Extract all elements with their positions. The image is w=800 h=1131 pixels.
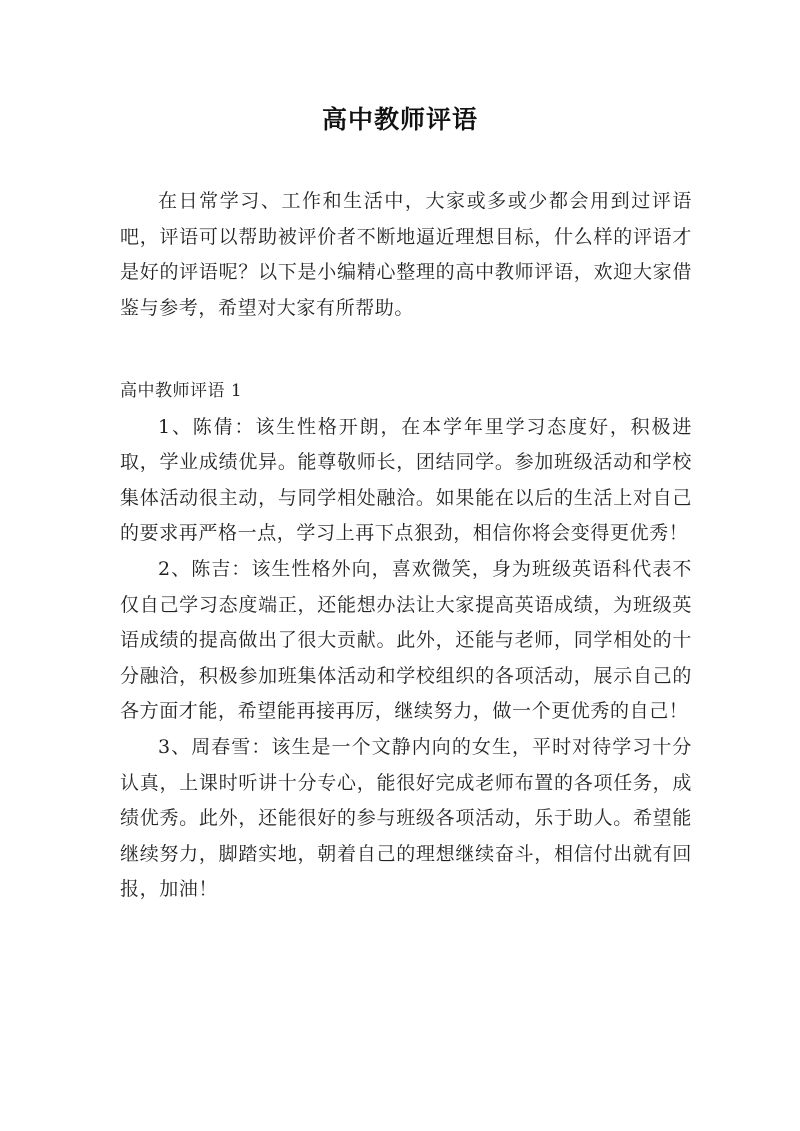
intro-section — [120, 184, 692, 326]
section-heading: 高中教师评语 1 — [120, 381, 243, 401]
intro-paragraph: 在日常学习、工作和生活中，大家或多或少都会用到过评语吧，评语可以帮助被评价者不断地逼近理想目标，什么样的评语才是好的评语呢？以下是小编精心整理的高中教师评语，欢迎大家借鉴与参考，希望对大家有所帮助。 — [120, 190, 692, 319]
document-title: 高中教师评语 — [321, 105, 478, 134]
comment-paragraph-1: 1、陈倩：该生性格开朗，在本学年里学习态度好，积极进取，学业成绩优异。能尊敬师长，团结同学。参加班级活动和学校集体活动很主动，与同学相处融洽。如果能在以后的生活上对自己的要求再严格一点，学习上再下点狠劲，相信你将会变得更优秀！ — [120, 415, 692, 545]
comment-paragraph-2: 2、陈吉：该生性格外向，喜欢微笑，身为班级英语科代表不仅自己学习态度端正，还能想办法让大家提高英语成绩，为班级英语成绩的提高做出了很大贡献。此外，还能与老师，同学相处的十分融洽，积极参加班集体活动和学校组织的各项活动，展示自己的各方面才能，希望能再接再厉，继续努力，做一个更优秀的自己！ — [120, 557, 692, 723]
comments-section — [120, 374, 692, 908]
comment-paragraph-3: 3、周春雪：该生是一个文静内向的女生，平时对待学习十分认真，上课时听讲十分专心，能很好完成老师布置的各项任务，成绩优秀。此外，还能很好的参与班级各项活动，乐于助人。希望能继续努力，脚踏实地，朝着自己的理想继续奋斗，相信付出就有回报，加油！ — [120, 735, 692, 901]
